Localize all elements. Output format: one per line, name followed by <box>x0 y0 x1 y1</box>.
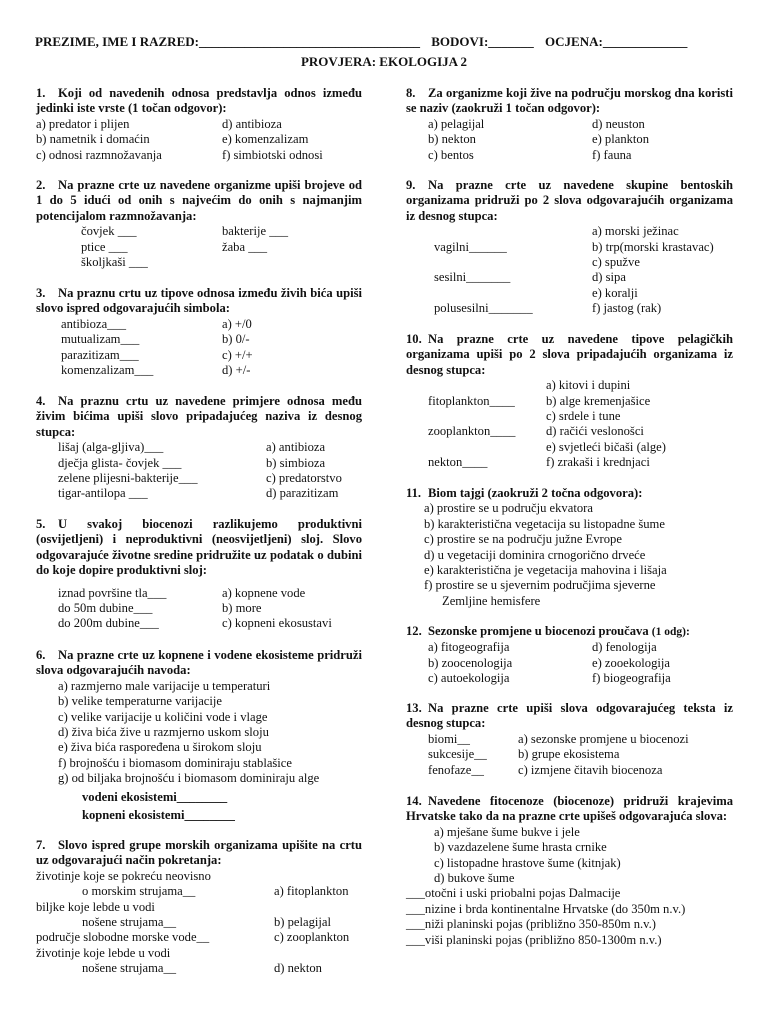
list-item: c) velike varijacije u količini vode i vlage <box>58 709 268 724</box>
match-option: b) pelagijal <box>274 914 331 929</box>
match-option: d) +/- <box>222 362 251 377</box>
match-row <box>36 486 362 501</box>
option-continuation: Zemljine hemisfere <box>442 593 541 608</box>
fill-item[interactable]: nekton____ <box>428 455 488 470</box>
match-row <box>36 930 362 945</box>
match-row <box>406 301 733 316</box>
fill-item[interactable]: ___viši planinski pojas (približno 850-1300m n.v.) <box>406 932 662 947</box>
list-item: b) velike temperaturne varijacije <box>58 694 222 709</box>
name-field[interactable]: __________________________________ <box>198 34 420 49</box>
option[interactable]: a) predator i plijen <box>36 116 130 131</box>
question-14 <box>406 794 733 948</box>
match-option: a) antibioza <box>266 440 326 455</box>
question-11 <box>406 486 733 609</box>
fill-item[interactable]: fenofaze__ <box>428 762 484 777</box>
name-label: PREZIME, IME I RAZRED: <box>35 34 199 49</box>
option[interactable]: e) karakteristična je vegetacija mahovina i lišaja <box>424 563 667 578</box>
match-row <box>36 869 362 884</box>
match-option: c) spužve <box>592 255 640 269</box>
fill-item[interactable]: fitoplankton____ <box>428 393 515 408</box>
question-7-text: 7. Slovo ispred grupe morskih organizama upišite na crtu uz odgovarajući način pokretanja: <box>36 838 362 868</box>
match-option: c) zooplankton <box>274 930 350 945</box>
list-item: d) bukove šume <box>434 871 515 886</box>
match-row <box>406 440 733 455</box>
question-6-text: 6. Na prazne crte uz kopnene i vodene ekosisteme pridruži slova odgovarajućih navoda: <box>36 648 362 678</box>
match-row <box>406 270 733 285</box>
match-row <box>406 424 733 439</box>
question-4 <box>36 394 362 502</box>
fill-item[interactable]: područje slobodne morske vode__ <box>36 930 210 945</box>
match-option: b) 0/- <box>222 332 250 347</box>
fill-item[interactable]: do 200m dubine___ <box>58 616 159 631</box>
option[interactable]: d) neuston <box>592 116 645 131</box>
option[interactable]: f) biogeografija <box>592 671 671 686</box>
question-12 <box>406 624 733 687</box>
match-row <box>36 961 362 976</box>
question-2-text: 2. Na prazne crte uz navedene organizme upiši brojeve od 1 do 5 idući od onih s najvećim do onih s najmanjim potencijalom razmnožavanja: <box>36 178 362 223</box>
option[interactable]: e) zooekologija <box>592 655 670 670</box>
match-option: b) grupe ekosistema <box>518 747 620 762</box>
fill-item[interactable]: školjkaši ___ <box>81 255 148 269</box>
question-3 <box>36 286 362 378</box>
match-option: a) +/0 <box>222 316 252 331</box>
match-option: e) svjetleći bičaši (alge) <box>546 439 666 454</box>
match-row <box>36 317 362 332</box>
match-row <box>36 946 362 961</box>
question-10-text: 10. Na prazne crte uz navedene tipove pelagičkih organizama upiši po 2 slova pripadajućih organizama iz desnog stupca: <box>406 332 733 377</box>
question-13-text: 13. Na prazne crte upiši slova odgovarajućeg teksta iz desnog stupca: <box>406 701 733 731</box>
grade-field[interactable]: _____________ <box>602 34 688 49</box>
student-info-header <box>35 34 735 49</box>
match-option: d) nekton <box>274 961 322 976</box>
question-5-text: 5. U svakoj biocenozi razlikujemo produktivni (osvijetljeni) i neproduktivni (neosvijetljeni) sloj. Slovo odgovarajuće životne sredine pridružite uz podatak o dubini do koje dopire produktivni sloj: <box>36 517 362 578</box>
match-row <box>406 378 733 393</box>
item-row <box>36 240 362 255</box>
option-row <box>406 117 733 132</box>
option[interactable]: b) nametnik i domaćin <box>36 132 150 147</box>
match-option: b) alge kremenjašice <box>546 393 651 408</box>
list-item: f) brojnošću i biomasom dominiraju stablašice <box>58 755 292 770</box>
fill-item[interactable]: ___niži planinski pojas (približno 350-850m n.v.) <box>406 917 656 932</box>
option[interactable]: d) u vegetaciji dominira crnogorično drveće <box>424 547 646 562</box>
item-text: biljke koje lebde u vodi <box>36 899 155 914</box>
match-row <box>36 884 362 899</box>
list-item: e) živa bića raspoređena u širokom sloju <box>58 740 262 755</box>
points-field[interactable]: _______ <box>488 34 534 49</box>
question-8 <box>406 86 733 163</box>
match-option: f) jastog (rak) <box>592 301 662 316</box>
option[interactable]: b) nekton <box>428 132 476 147</box>
option-row <box>406 148 733 163</box>
question-13 <box>406 701 733 778</box>
fill-item[interactable]: zelene plijesni-bakterije___ <box>58 471 198 485</box>
question-9-text: 9. Na prazne crte uz navedene skupine bentoskih organizama pridruži po 2 slova odgovarajućih organizama iz desnog stupca: <box>406 178 733 223</box>
list-item: d) živa bića žive u razmjerno uskom sloju <box>58 725 269 740</box>
match-option: c) +/+ <box>222 347 253 362</box>
fill-item[interactable]: čovjek ___ <box>81 224 137 239</box>
list-item: b) vazdazelene šume hrasta crnike <box>434 840 607 855</box>
option[interactable]: d) antibioza <box>222 116 282 131</box>
item-text: životinje koje se pokreću neovisno <box>36 868 211 883</box>
item-row <box>36 255 362 270</box>
question-8-text: 8. Za organizme koji žive na području morskog dna koristi se naziv (zaokruži 1 točan odgovor): <box>406 86 733 116</box>
question-5 <box>36 517 362 632</box>
fill-item[interactable]: žaba ___ <box>222 239 268 254</box>
fill-item[interactable]: o morskim strujama__ <box>82 884 196 899</box>
option-row <box>36 148 362 163</box>
fill-item[interactable]: komenzalizam___ <box>61 362 154 377</box>
match-option: c) srdele i tune <box>546 409 621 423</box>
match-option: c) predatorstvo <box>266 471 342 485</box>
match-option: b) trp(morski krastavac) <box>592 239 714 254</box>
question-12-text: 12. Sezonske promjene u biocenozi proučava (1 odg): <box>406 624 690 638</box>
match-row <box>406 224 733 239</box>
fill-item[interactable]: nošene strujama__ <box>82 914 177 929</box>
option[interactable]: b) karakteristična vegetacija su listopadne šume <box>424 516 665 531</box>
match-row <box>36 900 362 915</box>
list-item: c) listopadne hrastove šume (kitnjak) <box>434 855 621 870</box>
option[interactable]: f) prostire se u sjevernim područjima sjeverne <box>424 578 656 593</box>
option-row <box>36 132 362 147</box>
fill-item[interactable]: biomi__ <box>428 731 470 746</box>
match-row <box>36 915 362 930</box>
option[interactable]: a) fitogeografija <box>428 640 510 655</box>
fill-item[interactable]: lišaj (alga-gljiva)___ <box>58 440 164 455</box>
match-row <box>406 255 733 270</box>
option[interactable]: c) bentos <box>428 147 474 162</box>
match-option: c) izmjene čitavih biocenoza <box>518 762 663 777</box>
option[interactable]: f) fauna <box>592 147 632 162</box>
option-row <box>36 117 362 132</box>
fill-item[interactable]: kopneni ekosistemi________ <box>82 808 235 823</box>
question-1-text: 1. Koji od navedenih odnosa predstavlja odnos između jedinki iste vrste (1 točan odgovor): <box>36 86 362 116</box>
match-row <box>406 455 733 470</box>
list-item: a) mješane šume bukve i jele <box>434 824 580 839</box>
option[interactable]: a) pelagijal <box>428 116 485 131</box>
option[interactable]: e) komenzalizam <box>222 132 309 147</box>
option[interactable]: c) autoekologija <box>428 671 510 686</box>
fill-item[interactable]: parazitizam___ <box>61 347 139 362</box>
match-row <box>36 363 362 378</box>
item-row <box>36 224 362 239</box>
match-row <box>36 440 362 455</box>
fill-item[interactable]: iznad površine tla___ <box>58 585 167 600</box>
fill-item[interactable]: sesilni_______ <box>434 270 511 285</box>
fill-item[interactable]: ___nizine i brda kontinentalne Hrvatske (do 350m n.v.) <box>406 901 686 916</box>
grade-label: OCJENA: <box>545 34 603 49</box>
match-option: d) sipa <box>592 270 626 285</box>
fill-item[interactable]: nošene strujama__ <box>82 961 177 976</box>
match-row <box>406 409 733 424</box>
match-option: a) sezonske promjene u biocenozi <box>518 731 689 746</box>
option[interactable]: d) fenologija <box>592 640 657 655</box>
fill-item[interactable]: do 50m dubine___ <box>58 601 153 616</box>
fill-item[interactable]: dječja glista- čovjek ___ <box>58 455 182 470</box>
option[interactable]: b) zoocenologija <box>428 655 513 670</box>
option[interactable]: c) odnosi razmnožavanja <box>36 147 162 162</box>
match-option: d) parazitizam <box>266 486 339 501</box>
option-row <box>406 656 733 671</box>
match-row <box>36 471 362 486</box>
fill-item[interactable]: sukcesije__ <box>428 747 487 762</box>
question-7 <box>36 838 362 977</box>
match-row <box>406 747 733 762</box>
match-option: a) fitoplankton <box>274 884 349 899</box>
match-option: b) simbioza <box>266 455 326 470</box>
match-row <box>406 286 733 301</box>
fill-item[interactable]: ptice ___ <box>81 239 128 254</box>
question-4-text: 4. Na praznu crtu uz navedene primjere odnosa među živim bićima upiši slovo pripadajućeg naziva iz desnog stupca: <box>36 394 362 439</box>
match-option: a) morski ježinac <box>592 224 679 239</box>
match-row <box>36 601 362 616</box>
match-row <box>406 732 733 747</box>
match-row <box>406 763 733 778</box>
fill-item[interactable]: bakterije ___ <box>222 224 289 239</box>
match-row <box>406 394 733 409</box>
match-option: b) more <box>222 601 262 616</box>
list-item: g) od biljaka brojnošću i biomasom dominiraju alge <box>58 771 320 786</box>
option-row <box>406 132 733 147</box>
fill-item[interactable]: mutualizam___ <box>61 332 140 347</box>
match-row <box>36 456 362 471</box>
match-option: f) zrakaši i krednjaci <box>546 455 650 470</box>
question-3-text: 3. Na praznu crtu uz tipove odnosa između živih bića upiši slovo ispred odgovarajućih simbola: <box>36 286 362 316</box>
match-row <box>36 332 362 347</box>
fill-item[interactable]: antibioza___ <box>61 316 127 331</box>
match-row <box>36 616 362 631</box>
fill-item[interactable]: ___otočni i uski priobalni pojas Dalmacije <box>406 886 621 901</box>
option[interactable]: f) simbiotski odnosi <box>222 147 323 162</box>
match-row <box>36 586 362 601</box>
question-14-text: 14. Navedene fitocenoze (biocenoze) pridruži krajevima Hrvatske tako da na prazne crte upišeš odgovarajuća slova: <box>406 794 733 824</box>
points-label: BODOVI: <box>431 34 489 49</box>
match-row <box>36 348 362 363</box>
question-10 <box>406 332 733 471</box>
question-1 <box>36 86 362 163</box>
option[interactable]: a) prostire se u području ekvatora <box>424 501 593 516</box>
question-2 <box>36 178 362 270</box>
fill-item[interactable]: vodeni ekosistemi________ <box>82 789 228 804</box>
match-option: d) račići veslonošci <box>546 424 644 439</box>
match-option: c) kopneni ekosustavi <box>222 616 332 631</box>
question-9 <box>406 178 733 317</box>
fill-item[interactable]: vagilni______ <box>434 239 507 254</box>
fill-item[interactable]: polusesilni_______ <box>434 301 533 316</box>
match-option: a) kitovi i dupini <box>546 378 631 393</box>
match-option: a) kopnene vode <box>222 585 306 600</box>
option[interactable]: c) prostire se na području južne Evrope <box>424 532 622 547</box>
fill-item[interactable]: tigar-antilopa ___ <box>58 486 148 501</box>
list-item: a) razmjerno male varijacije u temperaturi <box>58 678 271 693</box>
fill-item[interactable]: zooplankton____ <box>428 424 516 439</box>
question-11-text: 11. Biom tajgi (zaokruži 2 točna odgovora): <box>406 486 643 500</box>
page-title: PROVJERA: EKOLOGIJA 2 <box>300 54 468 69</box>
option-row <box>406 640 733 655</box>
item-text: životinje koje lebde u vodi <box>36 945 171 960</box>
match-option: e) koralji <box>592 285 638 300</box>
question-6 <box>36 648 362 823</box>
match-row <box>406 240 733 255</box>
option-row <box>406 671 733 686</box>
option[interactable]: e) plankton <box>592 132 650 147</box>
